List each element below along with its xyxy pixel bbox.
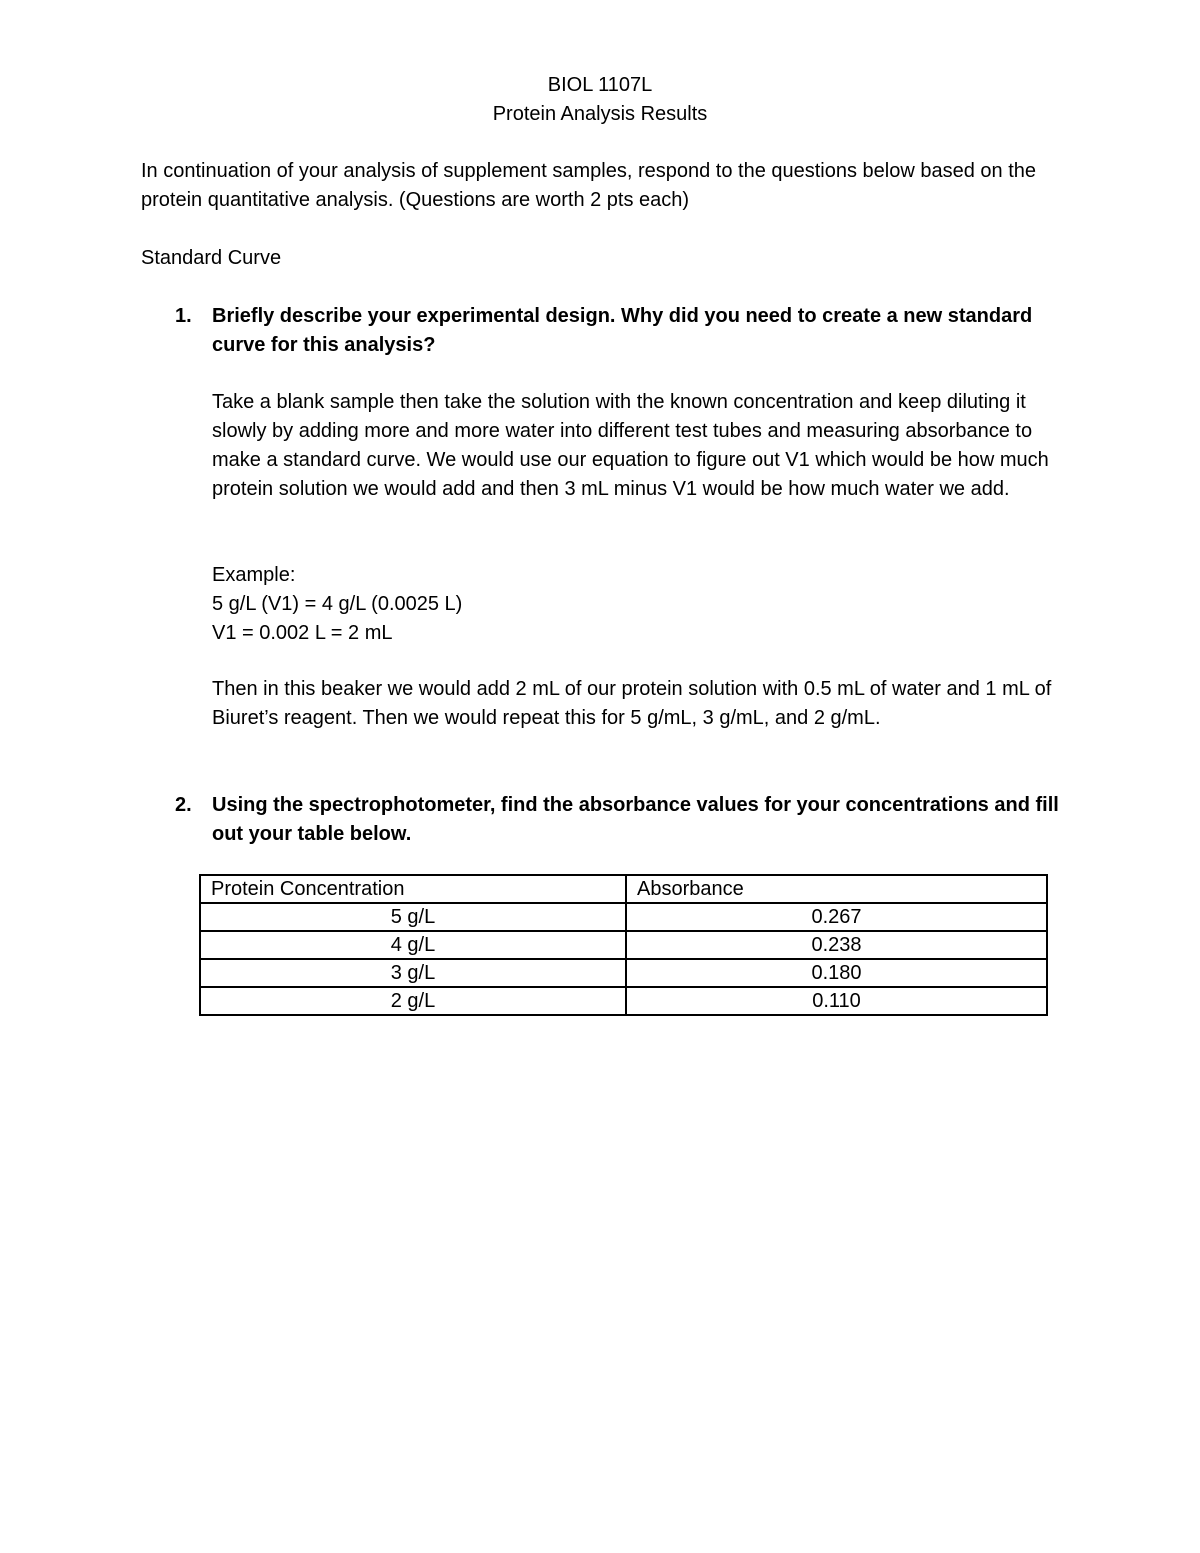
table-row xyxy=(200,959,1047,987)
answer-1-continued xyxy=(212,675,1072,733)
header-absorbance: Absorbance xyxy=(626,875,1047,903)
course-code: BIOL 1107L xyxy=(547,74,653,96)
document-title: Protein Analysis Results xyxy=(492,103,708,125)
answer-paragraph: Take a blank sample then take the solution with the known concentration and keep diluting it slowly by adding more and more water into different test tubes and measuring absorbance to make a standard curve. We would use our equation to figure out V1 which would be how much protein solution we would add and then 3 mL minus V1 would be how much water we add. xyxy=(212,391,1049,500)
section-title: Standard Curve xyxy=(141,247,282,269)
absorbance-table xyxy=(199,874,1048,1016)
absorbance-cell: 0.238 xyxy=(626,931,1047,959)
question-text: Using the spectrophotometer, find the absorbance values for your concentrations and fill out your table below. xyxy=(212,794,1059,845)
concentration-cell: 2 g/L xyxy=(200,987,626,1015)
absorbance-cell: 0.110 xyxy=(626,987,1047,1015)
question-2 xyxy=(141,791,1071,849)
example-block xyxy=(212,561,1072,648)
absorbance-cell: 0.180 xyxy=(626,959,1047,987)
example-result: V1 = 0.002 L = 2 mL xyxy=(212,622,393,644)
absorbance-cell: 0.267 xyxy=(626,903,1047,931)
absorbance-table-wrapper xyxy=(199,874,1048,1016)
table-header-row xyxy=(200,875,1047,903)
question-text: Briefly describe your experimental design. Why did you need to create a new standard curve for this analysis? xyxy=(212,305,1033,356)
concentration-cell: 3 g/L xyxy=(200,959,626,987)
question-number: 1. xyxy=(175,305,192,327)
answer-paragraph: Then in this beaker we would add 2 mL of our protein solution with 0.5 mL of water and 1 mL of Biuret’s reagent. Then we would repeat this for 5 g/mL, 3 g/mL, and 2 g/mL. xyxy=(212,678,1052,729)
table-row xyxy=(200,987,1047,1015)
concentration-cell: 5 g/L xyxy=(200,903,626,931)
header-protein-concentration: Protein Concentration xyxy=(200,875,626,903)
intro-paragraph: In continuation of your analysis of supplement samples, respond to the questions below based on the protein quantitative analysis. (Questions are worth 2 pts each) xyxy=(141,160,1037,211)
answer-1 xyxy=(212,388,1072,504)
example-label: Example: xyxy=(212,564,296,586)
example-equation: 5 g/L (V1) = 4 g/L (0.0025 L) xyxy=(212,593,463,615)
concentration-cell: 4 g/L xyxy=(200,931,626,959)
document-header xyxy=(0,71,1200,129)
table-row xyxy=(200,931,1047,959)
question-number: 2. xyxy=(175,794,192,816)
question-1 xyxy=(141,302,1071,360)
table-row xyxy=(200,903,1047,931)
